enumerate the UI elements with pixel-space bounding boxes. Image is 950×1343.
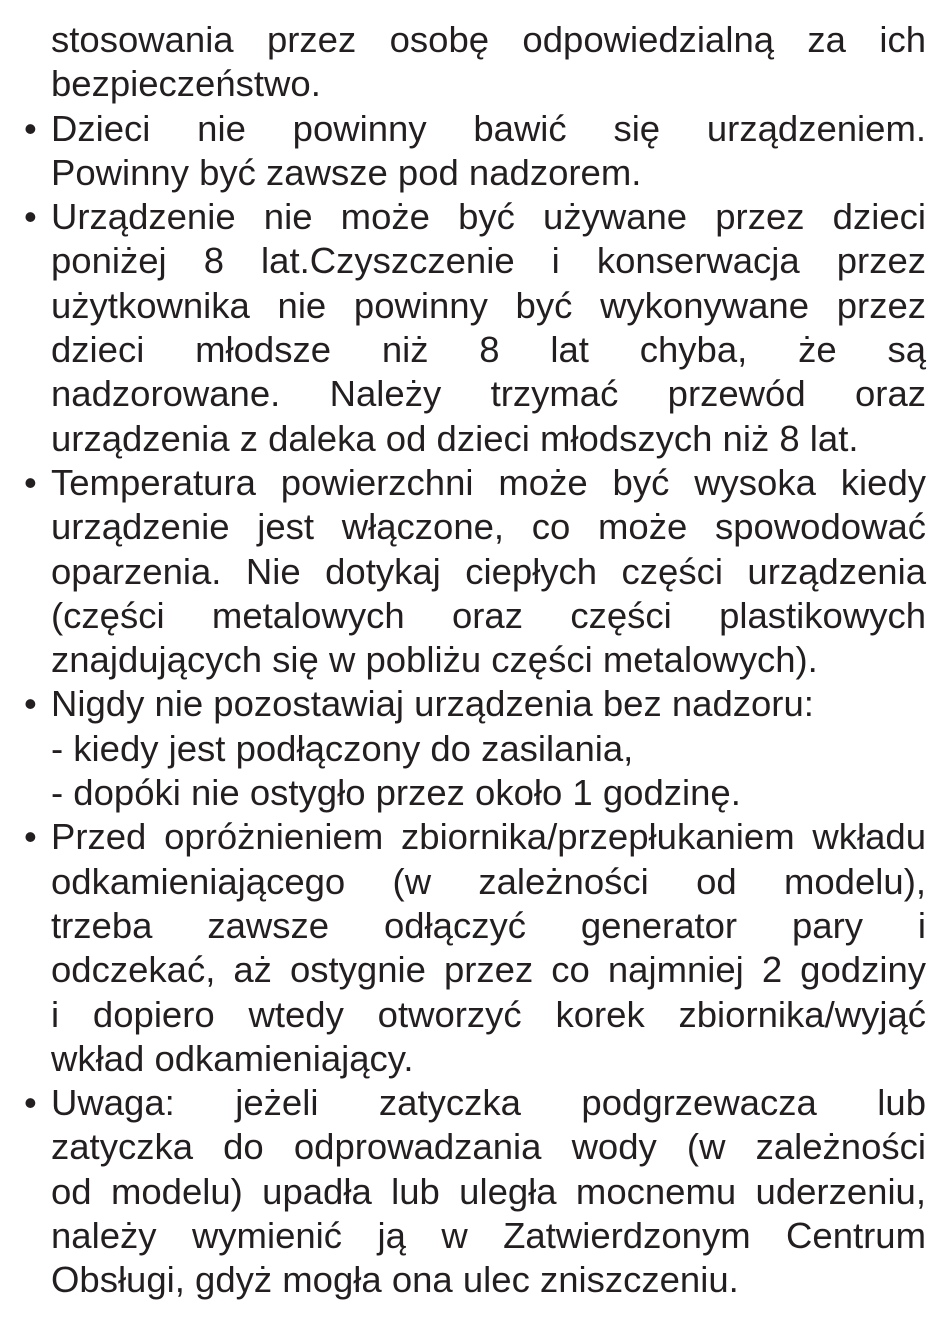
line-text: bezpieczeństwo. xyxy=(51,63,321,105)
line-text: Dzieci nie powinny bawić się urządzeniem. xyxy=(51,107,926,149)
line-text: odkamieniającego (w zależności od modelu), xyxy=(51,860,926,902)
text-line xyxy=(24,1125,926,1169)
bullet-marker: • xyxy=(24,461,37,503)
text-line xyxy=(24,771,926,815)
text-line xyxy=(24,1170,926,1214)
line-text: urządzenie jest włączone, co może spowodować xyxy=(51,506,926,548)
bullet-marker: • xyxy=(24,816,37,858)
text-line xyxy=(24,151,926,195)
line-text: - kiedy jest podłączony do zasilania, xyxy=(51,727,634,769)
line-text: stosowania przez osobę odpowiedzialną za ich xyxy=(51,19,926,60)
line-text: Uwaga: jeżeli zatyczka podgrzewacza lub xyxy=(51,1082,926,1124)
text-line xyxy=(24,328,926,372)
line-text: Urządzenie nie może być używane przez dzieci xyxy=(51,196,926,238)
text-line xyxy=(24,727,926,771)
text-line xyxy=(24,1258,926,1302)
text-line xyxy=(24,372,926,416)
line-text: i dopiero wtedy otworzyć korek zbiornika/wyjąć xyxy=(51,993,926,1035)
line-text: (części metalowych oraz części plastikowych xyxy=(51,594,926,636)
line-text: dzieci młodsze niż 8 lat chyba, że są xyxy=(51,329,926,371)
text-line xyxy=(24,550,926,594)
text-line xyxy=(24,239,926,283)
text-line xyxy=(24,993,926,1037)
bullet-marker: • xyxy=(24,107,37,149)
line-text: poniżej 8 lat.Czyszczenie i konserwacja przez xyxy=(51,240,926,282)
bullet-item xyxy=(24,461,926,682)
text-line xyxy=(24,284,926,328)
text-line xyxy=(24,860,926,904)
line-text: od modelu) upadła lub uległa mocnemu uderzeniu, xyxy=(51,1170,926,1212)
line-text: trzeba zawsze odłączyć generator pary i xyxy=(51,904,926,946)
text-line xyxy=(24,948,926,992)
bullet-marker: • xyxy=(24,1082,37,1124)
line-text: Temperatura powierzchni może być wysoka kiedy xyxy=(51,461,926,503)
line-text: Przed opróżnieniem zbiornika/przepłukaniem wkładu xyxy=(51,816,926,858)
text-line xyxy=(24,1037,926,1081)
text-line xyxy=(24,195,926,239)
line-text: - dopóki nie ostygło przez około 1 godzinę. xyxy=(51,772,741,814)
continued-paragraph xyxy=(24,18,926,107)
line-text: należy wymienić ją w Zatwierdzonym Centrum xyxy=(51,1215,926,1257)
bullet-item xyxy=(24,195,926,461)
text-line xyxy=(24,1081,926,1125)
text-line xyxy=(24,904,926,948)
line-text: oparzenia. Nie dotykaj ciepłych części urządzenia xyxy=(51,550,926,592)
text-line xyxy=(24,815,926,859)
document-page xyxy=(24,18,926,1303)
line-text: odczekać, aż ostygnie przez co najmniej 2 godziny xyxy=(51,949,926,991)
bullet-item xyxy=(24,107,926,196)
text-line xyxy=(24,107,926,151)
bullet-item xyxy=(24,815,926,1081)
text-line xyxy=(24,417,926,461)
text-line xyxy=(24,1214,926,1258)
text-line xyxy=(24,638,926,682)
text-line xyxy=(24,594,926,638)
line-text: Powinny być zawsze pod nadzorem. xyxy=(51,151,642,193)
line-text: urządzenia z daleka od dzieci młodszych niż 8 lat. xyxy=(51,417,859,459)
line-text: znajdujących się w pobliżu części metalowych). xyxy=(51,639,818,681)
line-text: użytkownika nie powinny być wykonywane przez xyxy=(51,284,926,326)
line-text: nadzorowane. Należy trzymać przewód oraz xyxy=(51,373,926,415)
text-line xyxy=(24,18,926,62)
line-text: zatyczka do odprowadzania wody (w zależności xyxy=(51,1126,926,1168)
line-text: Obsługi, gdyż mogła ona ulec zniszczeniu. xyxy=(51,1259,739,1301)
text-line xyxy=(24,62,926,106)
text-line xyxy=(24,461,926,505)
bullet-marker: • xyxy=(24,196,37,238)
text-line xyxy=(24,682,926,726)
line-text: Nigdy nie pozostawiaj urządzenia bez nadzoru: xyxy=(51,683,814,725)
bullet-item xyxy=(24,682,926,815)
text-line xyxy=(24,505,926,549)
bullet-marker: • xyxy=(24,683,37,725)
line-text: wkład odkamieniający. xyxy=(51,1037,414,1079)
bullet-item xyxy=(24,1081,926,1302)
